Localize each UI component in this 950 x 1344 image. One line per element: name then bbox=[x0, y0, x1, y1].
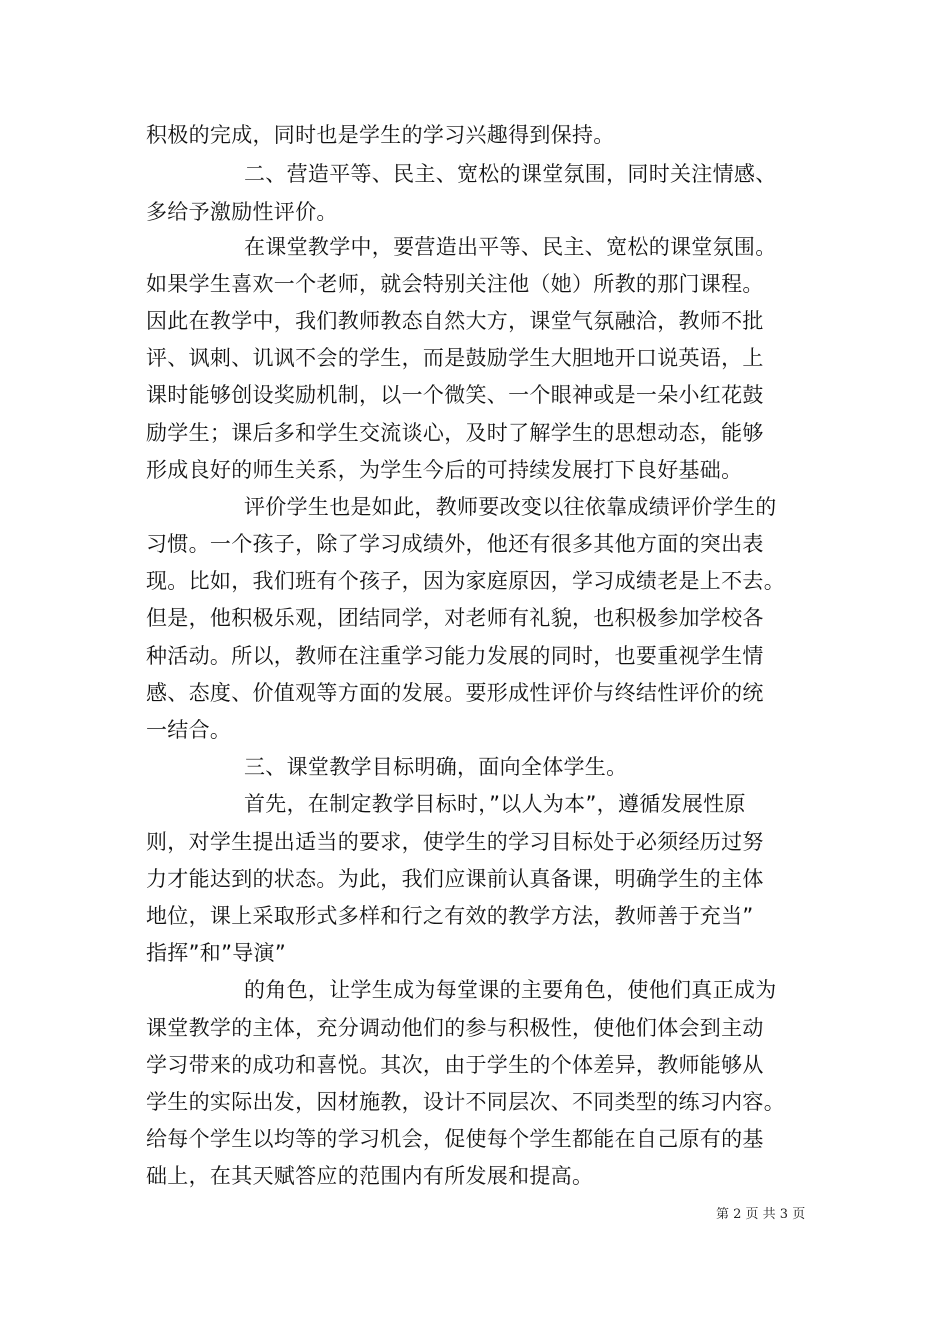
text-line: 励学生；课后多和学生交流谈心，及时了解学生的思想动态，能够 bbox=[146, 421, 764, 445]
text-line: 则，对学生提出适当的要求，使学生的学习目标处于必须经历过努 bbox=[146, 830, 764, 854]
text-line: 积极的完成，同时也是学生的学习兴趣得到保持。 bbox=[146, 123, 615, 147]
paragraph-first-line: 首先，在制定教学目标时，”以人为本”，遵循发展性原 bbox=[244, 792, 746, 816]
text-line: 形成良好的师生关系，为学生今后的可持续发展打下良好基础。 bbox=[146, 458, 743, 482]
text-line: 一结合。 bbox=[146, 718, 232, 742]
text-line: 种活动。所以，教师在注重学习能力发展的同时，也要重视学生情 bbox=[146, 644, 764, 668]
text-line: 多给予激励性评价。 bbox=[146, 200, 338, 224]
text-line: 现。比如，我们班有个孩子，因为家庭原因，学习成绩老是上不去。 bbox=[146, 569, 785, 593]
text-line: 课堂教学的主体，充分调动他们的参与积极性，使他们体会到主动 bbox=[146, 1016, 764, 1040]
text-line: 因此在教学中，我们教师教态自然大方，课堂气氛融洽，教师不批 bbox=[146, 309, 764, 333]
section-heading: 三、课堂教学目标明确，面向全体学生。 bbox=[244, 755, 628, 779]
section-heading: 二、营造平等、民主、宽松的课堂氛围，同时关注情感、 bbox=[244, 162, 777, 186]
text-line: 学习带来的成功和喜悦。其次，由于学生的个体差异，教师能够从 bbox=[146, 1053, 764, 1077]
text-line: 础上，在其天赋答应的范围内有所发展和提高。 bbox=[146, 1164, 594, 1188]
page-number: 第 2 页 共 3 页 bbox=[716, 1207, 806, 1222]
text-line: 学生的实际出发，因材施教，设计不同层次、不同类型的练习内容。 bbox=[146, 1090, 785, 1114]
paragraph-first-line: 评价学生也是如此，教师要改变以往依靠成绩评价学生的 bbox=[244, 495, 777, 519]
text-line: 但是，他积极乐观，团结同学，对老师有礼貌，也积极参加学校各 bbox=[146, 606, 764, 630]
text-line: 感、态度、价值观等方面的发展。要形成性评价与终结性评价的统 bbox=[146, 681, 764, 705]
text-line: 力才能达到的状态。为此，我们应课前认真备课，明确学生的主体 bbox=[146, 867, 764, 891]
text-line: 课时能够创设奖励机制，以一个微笑、一个眼神或是一朵小红花鼓 bbox=[146, 383, 764, 407]
text-line: 地位，课上采取形式多样和行之有效的教学方法，教师善于充当” bbox=[146, 904, 754, 928]
paragraph-first-line: 的角色，让学生成为每堂课的主要角色，使他们真正成为 bbox=[244, 978, 777, 1002]
paragraph-first-line: 在课堂教学中，要营造出平等、民主、宽松的课堂氛围。 bbox=[244, 235, 777, 259]
text-line: 如果学生喜欢一个老师，就会特别关注他（她）所教的那门课程。 bbox=[146, 272, 764, 296]
text-line: 给每个学生以均等的学习机会，促使每个学生都能在自己原有的基 bbox=[146, 1127, 764, 1151]
text-line: 习惯。一个孩子，除了学习成绩外，他还有很多其他方面的突出表 bbox=[146, 532, 764, 556]
text-line: 评、讽刺、讥讽不会的学生，而是鼓励学生大胆地开口说英语，上 bbox=[146, 346, 764, 370]
text-line: 指挥”和”导演” bbox=[146, 941, 287, 965]
